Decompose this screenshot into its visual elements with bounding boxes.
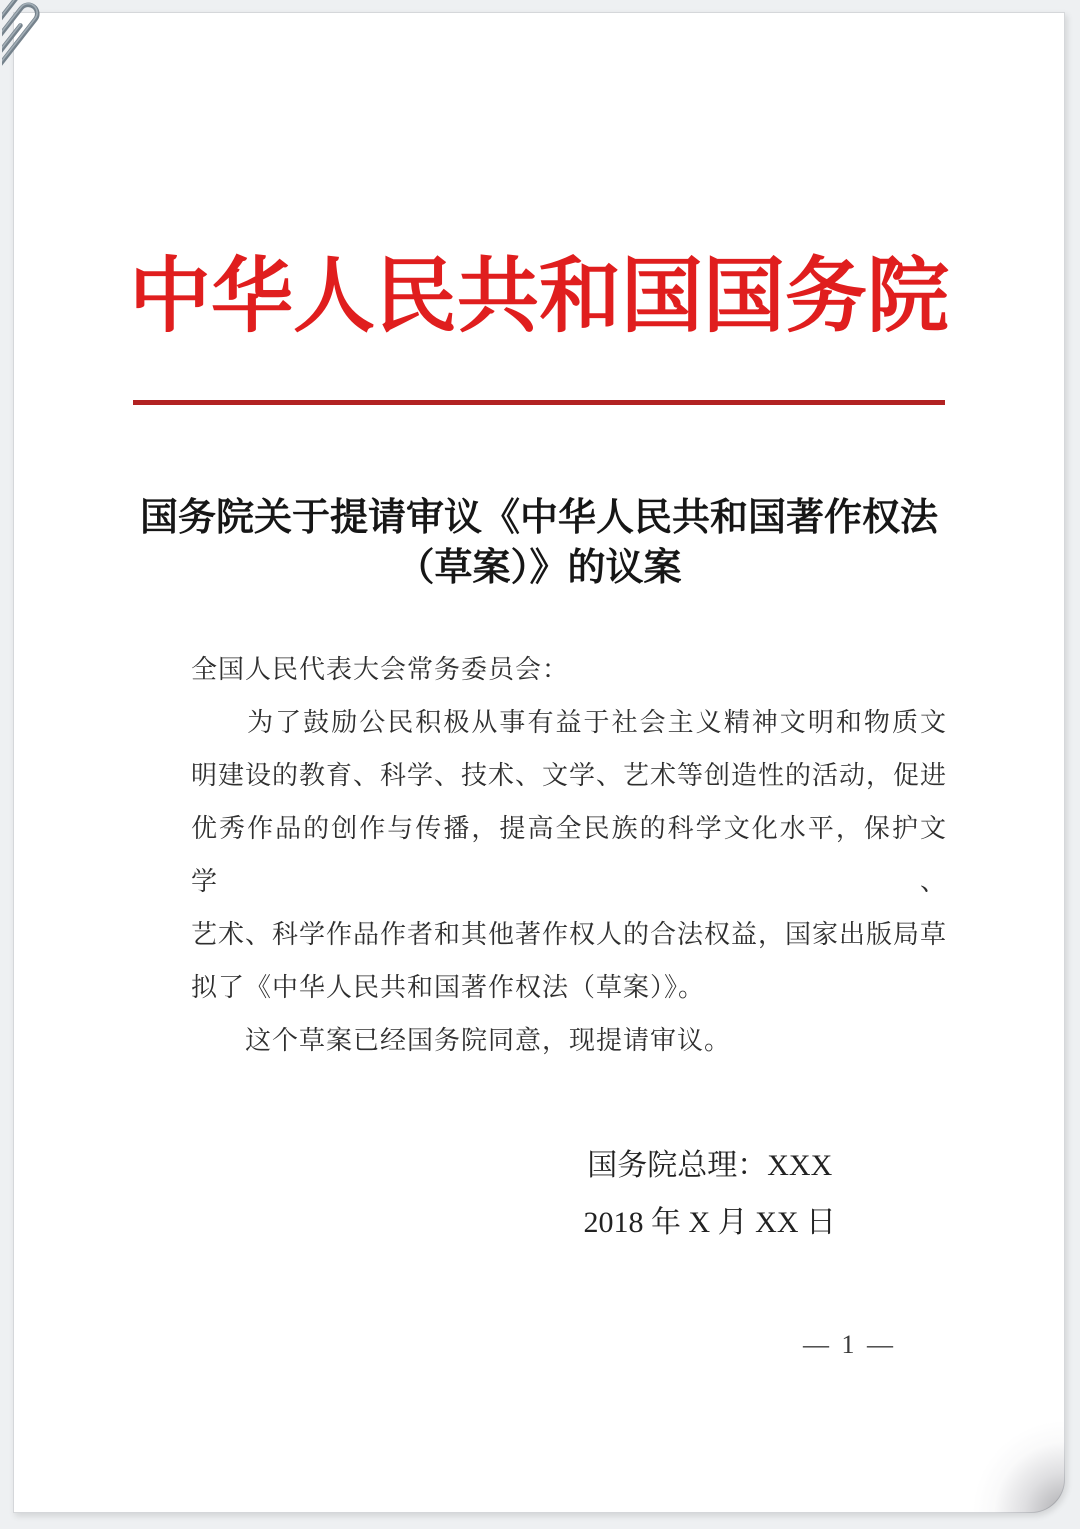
letterhead-rule [133, 400, 945, 405]
page-number: — 1 — [803, 1330, 896, 1359]
signature-block [584, 1137, 837, 1251]
paperclip-icon [2, 0, 132, 116]
body-line: 明建设的教育、科学、技术、文学、艺术等创造性的活动，促进 [191, 760, 948, 790]
document-heading [14, 493, 1064, 593]
signature-signer: 国务院总理：XXX [587, 1148, 833, 1182]
signature-date: 2018 年 X 月 XX 日 [583, 1205, 836, 1239]
document-page [13, 12, 1065, 1513]
body-line: 拟了《中华人民共和国著作权法（草案）》。 [191, 972, 706, 1002]
body-line-salutation: 全国人民代表大会常务委员会： [191, 654, 570, 684]
body-line: 艺术、科学作品作者和其他著作权人的合法权益，国家出版局草 [191, 919, 948, 949]
body-line: 为了鼓励公民积极从事有益于社会主义精神文明和物质文 [191, 707, 947, 737]
document-heading-line2: （草案）》的议案 [396, 546, 682, 589]
body-line: 优秀作品的创作与传播，提高全民族的科学文化水平，保护文学、 [191, 813, 947, 896]
page-corner-curl [969, 1417, 1065, 1513]
body-line: 这个草案已经国务院同意，现提请审议。 [191, 1025, 732, 1055]
document-heading-line1: 国务院关于提请审议《中华人民共和国著作权法 [139, 496, 938, 539]
letterhead-title: 中华人民共和国国务院 [128, 251, 949, 342]
document-body [191, 643, 947, 1067]
